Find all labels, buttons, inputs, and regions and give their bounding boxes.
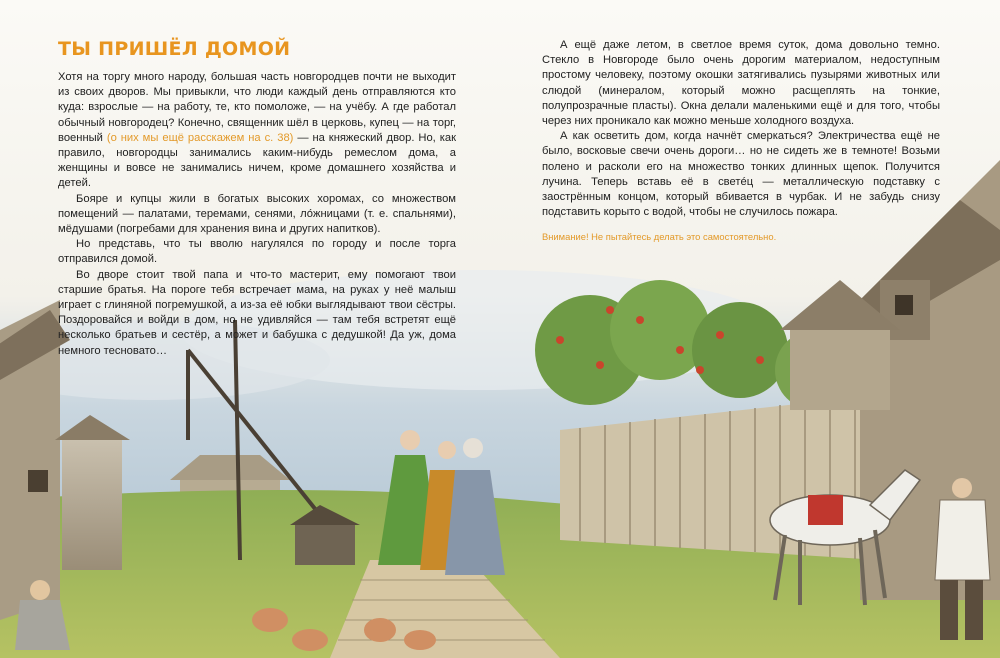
paragraph-6: А как осветить дом, когда начнёт смеркаться? Электричества ещё не было, восковые свечи очень дороги… но не сидеть же в темноте! Возьми полено и расколи его на множество тонких длинных щепок. Получится лучина. Теперь вставь её в светéц — металлическую подставку с заострённым концом, который вбивается в чурбак. И не забудь снизу подставить корыто с водой, чтобы не случилось пожара. [542,130,940,219]
paragraph-5: А ещё даже летом, в светлое время суток, дома довольно темно. Стекло в Новгороде было очень дорогим материалом, недоступным простому человеку, поэтому окошки затягивались пузырями животных или слюдой (минералом, который можно расщеплять на тонкие, полупрозрачные пласты). Окна делали маленькими ещё и для того, чтобы через них проникало как можно меньше холодного воздуха. [542,39,940,128]
paragraph-3: Но представь, что ты вволю нагулялся по городу и после торга отправился домой. [58,238,456,266]
paragraph-4: Во дворе стоит твой папа и что-то мастерит, ему помогают твои старшие братья. На пороге тебя встречает мама, на руках у неё малыш играет с глиняной погремушкой, а из-за её юбки выглядывают твои сёстры. Поздоровайся и войди в дом, но не удивляйся — там тебя встретят ещё несколько братьев и сестёр, а может и бабушка с дедушкой! Да уж, дома немного тесновато… [58,268,456,357]
left-text-column [58,38,456,359]
well-frame [295,525,355,565]
right-text-column [542,38,940,243]
page-reference: (о них мы ещё расскажем на с. 38) [106,131,294,144]
paragraph-1-text-a: Хотя на торгу много народу, большая часть новгородцев почти не выходит из своих дворов. Мы привыкли, что люди каждый день отправляются кто куда: взрослые — на работу, те, кто помоложе, — на учёбу. А где работал обычный новгородец? Конечно, священник шёл в церковь, купец — на торг, военный [58,71,456,144]
paragraph-1 [58,70,456,192]
paragraph-2: Бояре и купцы жили в богатых высоких хоромах, со множеством помещений — палатами, теремами, сенями, ло́жницами (т. е. спальнями), мёдушами (погребами для хранения вина и других напитков). [58,192,456,236]
paragraph-1-text-b: — на княжеский двор. Но, как правило, новгородцы занимались каким-нибудь ремеслом дома, а женщины и вовсе не занимались ничем, кроме домашнего хозяйства и детей. [58,131,456,190]
warning-note: Внимание! Не пытайтесь делать это самостоятельно. [542,231,777,243]
section-heading: ТЫ ПРИШЁЛ ДОМОЙ [58,38,291,60]
